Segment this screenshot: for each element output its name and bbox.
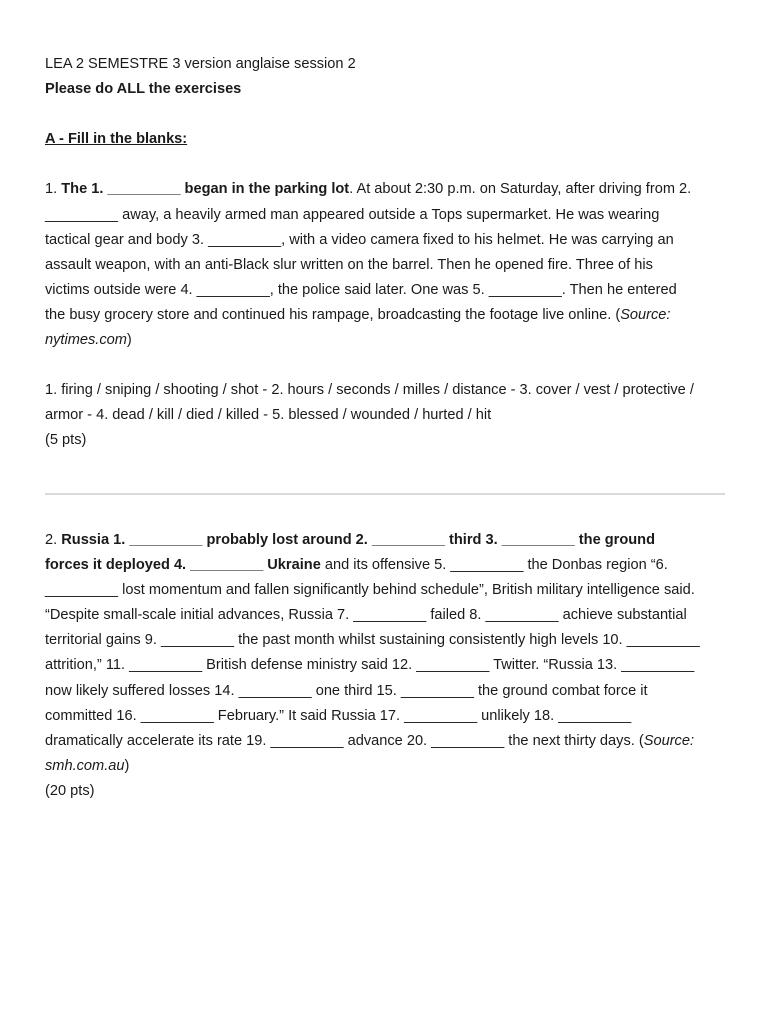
exercise-1 bbox=[45, 177, 730, 453]
exercise-2-text: dramatically accelerate its rate 19. _________ advance 20. _________ the next thirty days. ( bbox=[45, 732, 644, 749]
exercise-1-line-6 bbox=[45, 303, 730, 328]
divider bbox=[45, 493, 725, 495]
exercise-2-line-7: now likely suffered losses 14. _________ one third 15. _________ the ground combat force it bbox=[45, 682, 648, 699]
exercise-2-line-4: “Despite small-scale initial advances, Russia 7. _________ failed 8. _________ achieve substantial bbox=[45, 607, 687, 624]
exercise-number: 1. bbox=[45, 181, 62, 198]
exercise-1-line-7 bbox=[45, 328, 730, 353]
source-label: Source: bbox=[643, 732, 695, 749]
exercise-2 bbox=[45, 528, 730, 804]
spacer bbox=[45, 353, 730, 378]
source-close: ) bbox=[124, 757, 130, 774]
exercise-2-line-3: _________ lost momentum and fallen significantly behind schedule”, British military intelligence said. bbox=[45, 582, 695, 599]
exercise-1-line-2: _________ away, a heavily armed man appeared outside a Tops supermarket. He was wearing bbox=[45, 206, 660, 223]
spacer bbox=[45, 102, 730, 127]
exercise-2-line-1 bbox=[45, 528, 730, 553]
document-page bbox=[45, 52, 730, 454]
exercise-1-bold-lead: The 1. _________ began in the parking lot bbox=[61, 181, 350, 198]
exercise-2-line-5: territorial gains 9. _________ the past month whilst sustaining consistently high levels 10. _________ bbox=[45, 632, 700, 649]
exercise-1-line-3: tactical gear and body 3. _________, with a video camera fixed to his helmet. He was carrying an bbox=[45, 231, 674, 248]
options-line-2: armor - 4. dead / kill / died / killed - 5. blessed / wounded / hurted / hit bbox=[45, 407, 492, 424]
source-label: Source: bbox=[620, 306, 671, 323]
exercise-2-line-9 bbox=[45, 729, 730, 754]
options-line-1: 1. firing / sniping / shooting / shot - 2. hours / seconds / milles / distance - 3. cover / vest / protective / bbox=[45, 382, 694, 399]
source-name: smh.com.au bbox=[45, 757, 125, 774]
exercise-1-text: the busy grocery store and continued his rampage, broadcasting the footage live online. ( bbox=[45, 306, 621, 323]
exercise-2-line-2 bbox=[45, 553, 730, 578]
exercise-1-text: . At about 2:30 p.m. on Saturday, after driving from 2. bbox=[349, 181, 692, 198]
section-heading: A - Fill in the blanks: bbox=[45, 131, 188, 148]
points-label: (5 pts) bbox=[45, 432, 87, 449]
points-label: (20 pts) bbox=[45, 782, 95, 799]
instruction-text: Please do ALL the exercises bbox=[45, 81, 242, 98]
spacer bbox=[45, 152, 730, 177]
exercise-2-bold-lead: Russia 1. _________ probably lost around 2. _________ third 3. _________ the ground bbox=[61, 532, 655, 548]
exercise-1-line-5: victims outside were 4. _________, the police said later. One was 5. _________. Then he entered bbox=[45, 281, 677, 298]
exercise-1-line-1 bbox=[45, 177, 730, 202]
exercise-2-bold-lead: forces it deployed 4. _________ Ukraine bbox=[45, 557, 321, 574]
exercise-2-line-8: committed 16. _________ February.” It said Russia 17. _________ unlikely 18. _________ bbox=[45, 707, 632, 724]
document-title: LEA 2 SEMESTRE 3 version anglaise session 2 bbox=[45, 56, 356, 72]
exercise-1-line-4: assault weapon, with an anti-Black slur written on the barrel. Then he opened fire. Three of his bbox=[45, 256, 653, 273]
exercise-number: 2. bbox=[45, 532, 62, 548]
exercise-2-text: and its offensive 5. _________ the Donbas region “6. bbox=[320, 557, 668, 574]
exercise-2-line-6: attrition,” 11. _________ British defense ministry said 12. _________ Twitter. “Russia 13. _________ bbox=[45, 657, 695, 674]
source-name: nytimes.com bbox=[45, 332, 127, 349]
exercise-2-line-10 bbox=[45, 754, 730, 779]
source-close: ) bbox=[126, 332, 132, 349]
